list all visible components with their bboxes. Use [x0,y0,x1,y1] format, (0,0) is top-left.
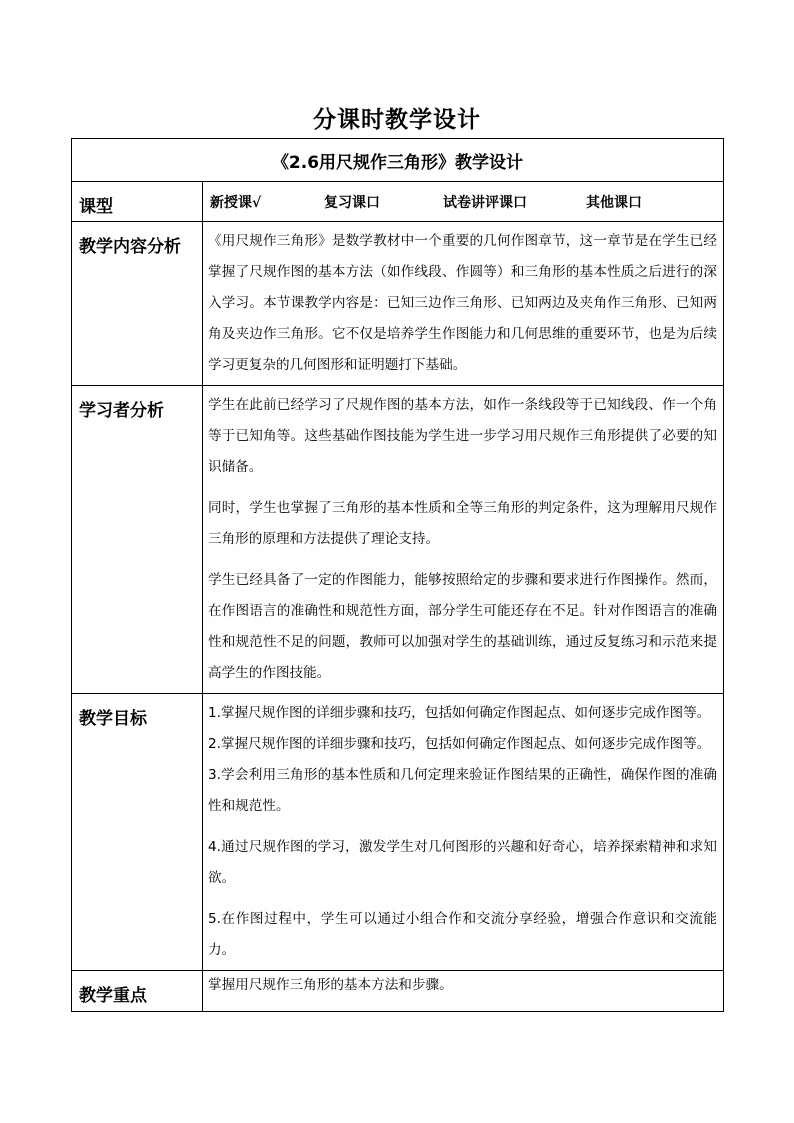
lesson-type-options [203,182,724,222]
key-points-text: 掌握用尺规作三角形的基本方法和步骤。 [203,971,724,1012]
learner-analysis-row [72,386,724,694]
content-analysis-row [72,222,724,386]
content-analysis-text [203,222,724,386]
objective-item: 5.在作图过程中，学生可以通过小组合作和交流分享经验，增强合作意识和交流能力。 [208,911,717,958]
objective-item: 4.通过尺规作图的学习，激发学生对几何图形的兴趣和好奇心，培养探索精神和求知欲。 [208,839,717,886]
content-analysis-paragraph: 《用尺规作三角形》是数学教材中一个重要的几何作图章节，这一章节是在学生已经掌握了尺规作图的基本方法（如作线段、作圆等）和三角形的基本性质之后进行的深入学习。本节课教学内容是：已知三边作三角形、已知两边及夹角作三角形、已知两角及夹边作三角形。它不仅是培养学生作图能力和几何思维的重要环节，也是为后续学习更复杂的几何图形和证明题打下基础。 [208,233,717,373]
lesson-type-label: 课型 [72,182,203,222]
objectives-list [203,694,724,971]
lesson-type-option-exam-review: 试卷讲评课口 [443,194,527,211]
objective-item: 1.掌握尺规作图的详细步骤和技巧，包括如何确定作图起点、如何逐步完成作图等。 [208,705,711,721]
learner-analysis-paragraph: 学生在此前已经学习了尺规作图的基本方法，如作一条线段等于已知线段、作一个角等于已知角等。这些基础作图技能为学生进一步学习用尺规作三角形提供了必要的知识储备。 [208,397,717,475]
learner-analysis-label: 学习者分析 [72,386,203,694]
learner-analysis-paragraph: 学生已经具备了一定的作图能力，能够按照给定的步骤和要求进行作图操作。然而，在作图语言的准确性和规范性方面，部分学生可能还存在不足。针对作图语言的准确性和规范性不足的问题，教师可以加强对学生的基础训练，通过反复练习和示范来提高学生的作图技能。 [208,572,717,681]
key-points-row [72,971,724,1012]
lesson-type-option-review: 复习课口 [324,194,380,211]
doc-title-row [72,139,724,182]
lesson-type-option-other: 其他课口 [586,194,642,211]
learner-analysis-text [203,386,724,694]
objectives-label: 教学目标 [72,694,203,971]
objective-item: 3.学会利用三角形的基本性质和几何定理来验证作图结果的正确性，确保作图的准确性和规范性。 [208,767,717,814]
key-points-label: 教学重点 [72,971,203,1012]
objective-item: 2.掌握尺规作图的详细步骤和技巧，包括如何确定作图起点、如何逐步完成作图等。 [208,736,711,752]
doc-title: 《2.6用尺规作三角形》教学设计 [72,139,724,182]
content-analysis-label: 教学内容分析 [72,222,203,386]
lesson-plan-table [71,138,724,1012]
objectives-row [72,694,724,971]
lesson-type-option-new: 新授课√ [210,194,262,211]
page-title: 分课时教学设计 [313,107,481,133]
lesson-type-row [72,182,724,222]
learner-analysis-paragraph: 同时，学生也掌握了三角形的基本性质和全等三角形的判定条件，这为理解用尺规作三角形的原理和方法提供了理论支持。 [208,500,717,547]
